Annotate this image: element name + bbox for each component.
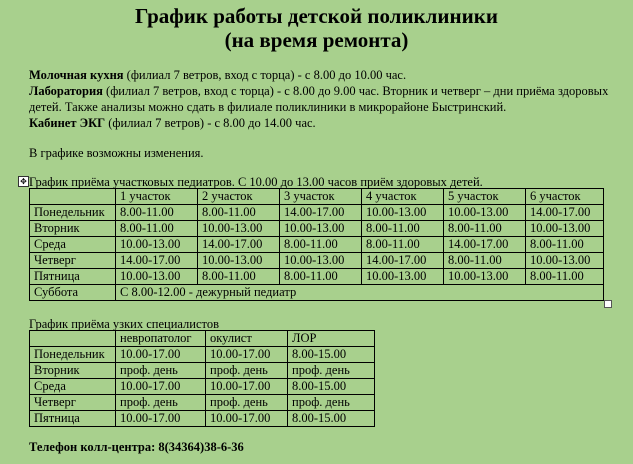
time-cell: 10.00-13.00: [116, 237, 198, 253]
header-cell: ЛОР: [288, 331, 375, 347]
info-ekg: [29, 115, 619, 131]
time-cell: 8.00-11.00: [116, 221, 198, 237]
time-cell: 10.00-13.00: [444, 269, 526, 285]
day-cell: Четверг: [30, 395, 116, 411]
time-cell: 14.00-17.00: [526, 205, 604, 221]
lab-label: Лаборатория: [29, 84, 103, 98]
time-cell: 10.00-13.00: [362, 269, 444, 285]
time-cell: 10.00-13.00: [526, 221, 604, 237]
time-cell: 8.00-15.00: [288, 379, 375, 395]
header-cell: 3 участок: [280, 189, 362, 205]
time-cell: 14.00-17.00: [116, 253, 198, 269]
table-row: [30, 379, 375, 395]
time-cell: 14.00-17.00: [362, 253, 444, 269]
header-cell: окулист: [206, 331, 288, 347]
time-cell: 14.00-17.00: [280, 205, 362, 221]
time-cell: 10.00-13.00: [198, 253, 280, 269]
header-cell: 1 участок: [116, 189, 198, 205]
ekg-label: Кабинет ЭКГ: [29, 116, 106, 130]
time-cell: 10.00-17.00: [206, 411, 288, 427]
time-cell: 8.00-11.00: [362, 237, 444, 253]
time-cell: 10.00-17.00: [116, 379, 206, 395]
info-lab: [29, 83, 619, 115]
table-row: [30, 205, 604, 221]
time-cell: 8.00-11.00: [198, 269, 280, 285]
day-cell: Четверг: [30, 253, 116, 269]
changes-note: В графике возможны изменения.: [29, 146, 204, 160]
time-cell: 8.00-11.00: [198, 205, 280, 221]
table-row: [30, 237, 604, 253]
specialists-header-row: [30, 331, 375, 347]
time-cell: проф. день: [288, 395, 375, 411]
time-cell: 8.00-11.00: [444, 221, 526, 237]
info-block: [29, 67, 619, 131]
time-cell: 10.00-17.00: [116, 411, 206, 427]
time-cell: 8.00-15.00: [288, 411, 375, 427]
time-cell: проф. день: [288, 363, 375, 379]
table-row: [30, 411, 375, 427]
resize-handle-icon[interactable]: [604, 300, 612, 308]
time-cell: проф. день: [116, 363, 206, 379]
table-row: [30, 285, 604, 301]
move-handle-icon[interactable]: ✥: [18, 176, 29, 187]
time-cell: проф. день: [116, 395, 206, 411]
header-cell: [30, 331, 116, 347]
table-row: [30, 363, 375, 379]
day-cell: Среда: [30, 237, 116, 253]
table-row: [30, 253, 604, 269]
day-cell: Пятница: [30, 269, 116, 285]
table-row: [30, 395, 375, 411]
day-cell: Вторник: [30, 221, 116, 237]
time-cell: 8.00-11.00: [526, 269, 604, 285]
table-row: [30, 347, 375, 363]
time-cell: проф. день: [206, 363, 288, 379]
kitchen-text: (филиал 7 ветров, вход с торца) - с 8.00 до 10.00 час.: [123, 68, 407, 82]
time-cell: 8.00-11.00: [362, 221, 444, 237]
page-title: [0, 4, 633, 52]
call-center-phone: Телефон колл-центра: 8(34364)38-6-36: [29, 440, 244, 454]
time-cell: проф. день: [206, 395, 288, 411]
pediatrics-caption: График приёма участковых педиатров. С 10.00 до 13.00 часов приём здоровых детей.: [29, 175, 483, 189]
ekg-text: (филиал 7 ветров) - с 8.00 до 14.00 час.: [105, 116, 316, 130]
saturday-cell: С 8.00-12.00 - дежурный педиатр: [116, 285, 604, 301]
day-cell: Среда: [30, 379, 116, 395]
time-cell: 10.00-13.00: [198, 221, 280, 237]
time-cell: 14.00-17.00: [444, 237, 526, 253]
title-line-1: График работы детской поликлиники: [135, 4, 498, 28]
time-cell: 10.00-13.00: [526, 253, 604, 269]
header-cell: 2 участок: [198, 189, 280, 205]
time-cell: 10.00-17.00: [116, 347, 206, 363]
info-kitchen: [29, 67, 619, 83]
time-cell: 10.00-13.00: [280, 221, 362, 237]
table-row: [30, 221, 604, 237]
time-cell: 8.00-11.00: [280, 237, 362, 253]
time-cell: 8.00-15.00: [288, 347, 375, 363]
time-cell: 8.00-11.00: [444, 253, 526, 269]
time-cell: 10.00-13.00: [280, 253, 362, 269]
time-cell: 14.00-17.00: [198, 237, 280, 253]
day-cell: Суббота: [30, 285, 116, 301]
header-cell: 4 участок: [362, 189, 444, 205]
time-cell: 10.00-17.00: [206, 347, 288, 363]
pediatrics-header-row: [30, 189, 604, 205]
header-cell: [30, 189, 116, 205]
day-cell: Понедельник: [30, 205, 116, 221]
kitchen-label: Молочная кухня: [29, 68, 124, 82]
specialists-caption: График приёма узких специалистов: [29, 317, 219, 331]
specialists-table: [29, 330, 375, 427]
day-cell: Понедельник: [30, 347, 116, 363]
header-cell: 5 участок: [444, 189, 526, 205]
time-cell: 8.00-11.00: [526, 237, 604, 253]
table-row: [30, 269, 604, 285]
time-cell: 10.00-13.00: [362, 205, 444, 221]
header-cell: 6 участок: [526, 189, 604, 205]
day-cell: Вторник: [30, 363, 116, 379]
header-cell: невропатолог: [116, 331, 206, 347]
time-cell: 10.00-13.00: [116, 269, 198, 285]
day-cell: Пятница: [30, 411, 116, 427]
pediatrics-table: [29, 188, 604, 301]
time-cell: 10.00-17.00: [206, 379, 288, 395]
time-cell: 8.00-11.00: [116, 205, 198, 221]
time-cell: 10.00-13.00: [444, 205, 526, 221]
lab-text: (филиал 7 ветров, вход с торца) - с 8.00 до 9.00 час. Вторник и четверг – дни приёма здоровых детей. Также анализы можно сдать в филиале поликлиники в микрорайоне Быстринский.: [29, 84, 609, 114]
time-cell: 8.00-11.00: [280, 269, 362, 285]
title-line-2: (на время ремонта): [224, 28, 409, 52]
